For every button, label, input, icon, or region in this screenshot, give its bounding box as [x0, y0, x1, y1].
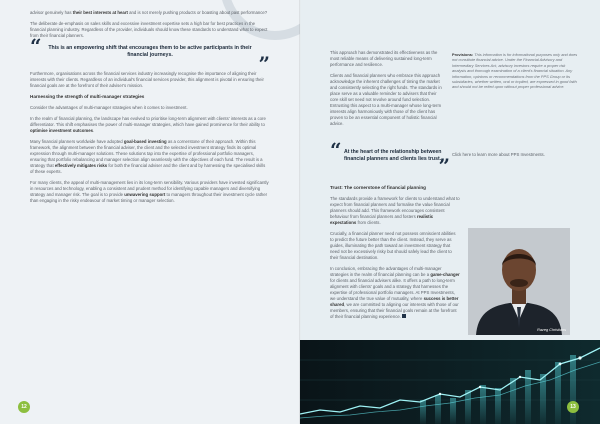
growth-graph-image — [300, 340, 600, 424]
emphasis: game-changer — [430, 272, 460, 277]
paragraph — [330, 266, 460, 320]
section-heading: Harnessing the strength of multi-manager strategies — [30, 94, 145, 99]
text-run: as a cornerstone of their approach. Within this framework, the alignment between the financial adviser, the client and the selected investment strategy finds its optimal expression through multi-manager solutions. These solutions tap into the expertise of professional portfolio managers, ensuring that portfolio rebalancing and manager selection align seamlessly with the objectives of each fund. The result is a strategy that — [30, 139, 263, 168]
close-quote-icon: ” — [258, 52, 270, 76]
emphasis: goal-based investing — [123, 139, 167, 144]
left-column — [30, 10, 270, 209]
photo-caption: Razeg Christians — [537, 328, 566, 332]
pull-quote — [330, 138, 450, 178]
text-run: . — [93, 128, 95, 133]
disclaimer — [452, 52, 580, 90]
text-run: The standards provide a framework for clients to understand what to expect from financial planners and formalise the value financial planners should add. This framework encourages consistent behaviour from financial planners and fosters — [330, 196, 460, 219]
disclaimer-label: Provisions: — [452, 52, 474, 57]
paragraph — [330, 196, 460, 226]
paragraph — [30, 116, 270, 134]
emphasis: effectively mitigates risks — [54, 163, 108, 168]
disclaimer-text: This information is for informational purposes only and does not constitute financial advice. Under the Financial Advisory and Intermediary Services Act, advisory investors require a proper risk analysis and thorough examination of a client's financial situation. Any information, opinions or recommendations from the PPS Group or its subsidiaries, whether written, oral or implied, are expressed in good faith and should not be relied upon without proper professional advice. — [452, 52, 578, 90]
graph-illustration — [300, 340, 600, 424]
paragraph: Consider the advantages of multi-manager strategies when it comes to investment. — [30, 105, 188, 110]
text-run: For many clients, the appeal of multi-management lies in its long-term sensibility. Various providers have invested significantly in resources and technology, enabling a consistent and prudent method for identifying capable managers and diversifying strategy and manager risk. The goal is to provide — [30, 180, 269, 197]
text-run: In conclusion, embracing the advantages of multi-manager strategies in the realm of financial planning can be a — [330, 266, 442, 277]
text-run: , we are committed to aligning our interests with those of our members, ensuring that their financial goals remain at the forefront of their financial planning experience. — [330, 302, 459, 319]
emphasis: success is better shared — [330, 296, 459, 307]
emphasis: their best interests at heart — [72, 10, 128, 15]
paragraph: Furthermore, organisations across the financial services industry increasingly recognise the importance of aligning their interests with their clients. Regardless of an individual's financial services provider, this alignment is pivotal in ensuring their financial goals are at the forefront of their adviser's mission. — [30, 71, 264, 88]
pull-quote-text: At the heart of the relationship between financial planners and clients lies trust. — [344, 149, 442, 162]
pull-quote — [30, 34, 270, 76]
right-column — [330, 50, 445, 132]
page-number-badge: 12 — [18, 401, 30, 413]
emphasis: realistic expectations — [330, 214, 434, 225]
end-mark-icon — [402, 314, 406, 318]
portrait-photo — [468, 228, 570, 335]
paragraph: This approach has demonstrated its effectiveness as the most reliable means of delivering sustained long-term performance and resilience. — [330, 50, 438, 67]
text-run: Many financial planners worldwide have adopted — [30, 139, 124, 144]
right-quote-area — [330, 138, 450, 178]
section-heading: Trust: The cornerstone of financial planning — [330, 185, 426, 190]
page-number-badge: 13 — [567, 401, 579, 413]
paragraph: Clients and financial planners who embrace this approach acknowledge the inherent challenges of timing the market and consistently selecting the right funds. The standards in place serve as a valuable reminder to advisers that their core skill set need not revolve around fund selection. Entrusting this aspect to a multi-manager whose long-term interests align harmoniously with those of the client has proven to be an essential component of holistic financial advice. — [330, 73, 442, 126]
text-run: for both the financial adviser and the client and by harnessing the specialised skills of these experts. — [30, 163, 266, 174]
open-quote-icon: “ — [330, 138, 342, 162]
paragraph — [30, 10, 270, 16]
paragraph — [30, 139, 270, 175]
learn-more-link[interactable]: Click here to learn more about PPS Investments. — [452, 152, 545, 157]
paragraph: The deliberate de-emphasis on sales skills and excessive investment expertise sets a high bar for best practices in the financial planning industry. Regardless of the provider, individuals should know these standards to understand what to expect from their financial planners. — [30, 21, 268, 38]
paragraph — [30, 180, 270, 204]
text-run: In the realm of financial planning, the landscape has evolved to prioritise long-term alignment with clients' interests as a core differentiator. This shift emphasises the power of multi-manager strategies, which have gained prominence for their ability to — [30, 116, 266, 127]
text-run: to managers throughout their investment cycle rather than engaging in the risky endeavour of market timing or manager selection. — [30, 192, 268, 203]
portrait-illustration — [468, 228, 570, 335]
text-run: for clients and financial advisers alike. It offers a path to long-term alignment with clients' goals and a strategy that harnesses the expertise of professional portfolio managers. At PPS Investments, we understand the true value of mutuality, where — [330, 278, 455, 301]
paragraph: Crucially, a financial planner need not possess omniscient abilities to predict the future better than the client. Instead, they serve as guides, illuminating the path toward an investment strategy that need not be excessively risky but should safely lead the client to their financial destination. — [330, 231, 456, 260]
text-run: and is not merely pushing products or boasting about past performance? — [127, 10, 268, 15]
text-run: advisor genuinely has — [30, 10, 73, 15]
emphasis: unwavering support — [124, 192, 166, 197]
text-run: from clients. — [356, 220, 381, 225]
emphasis: optimise investment outcomes — [30, 128, 94, 133]
open-quote-icon: “ — [30, 34, 42, 58]
pull-quote-text: This is an empowering shift that encourages them to be active participants in their financial journeys. — [48, 45, 252, 58]
right-lower-column — [330, 183, 460, 325]
close-quote-icon: ” — [438, 154, 450, 178]
